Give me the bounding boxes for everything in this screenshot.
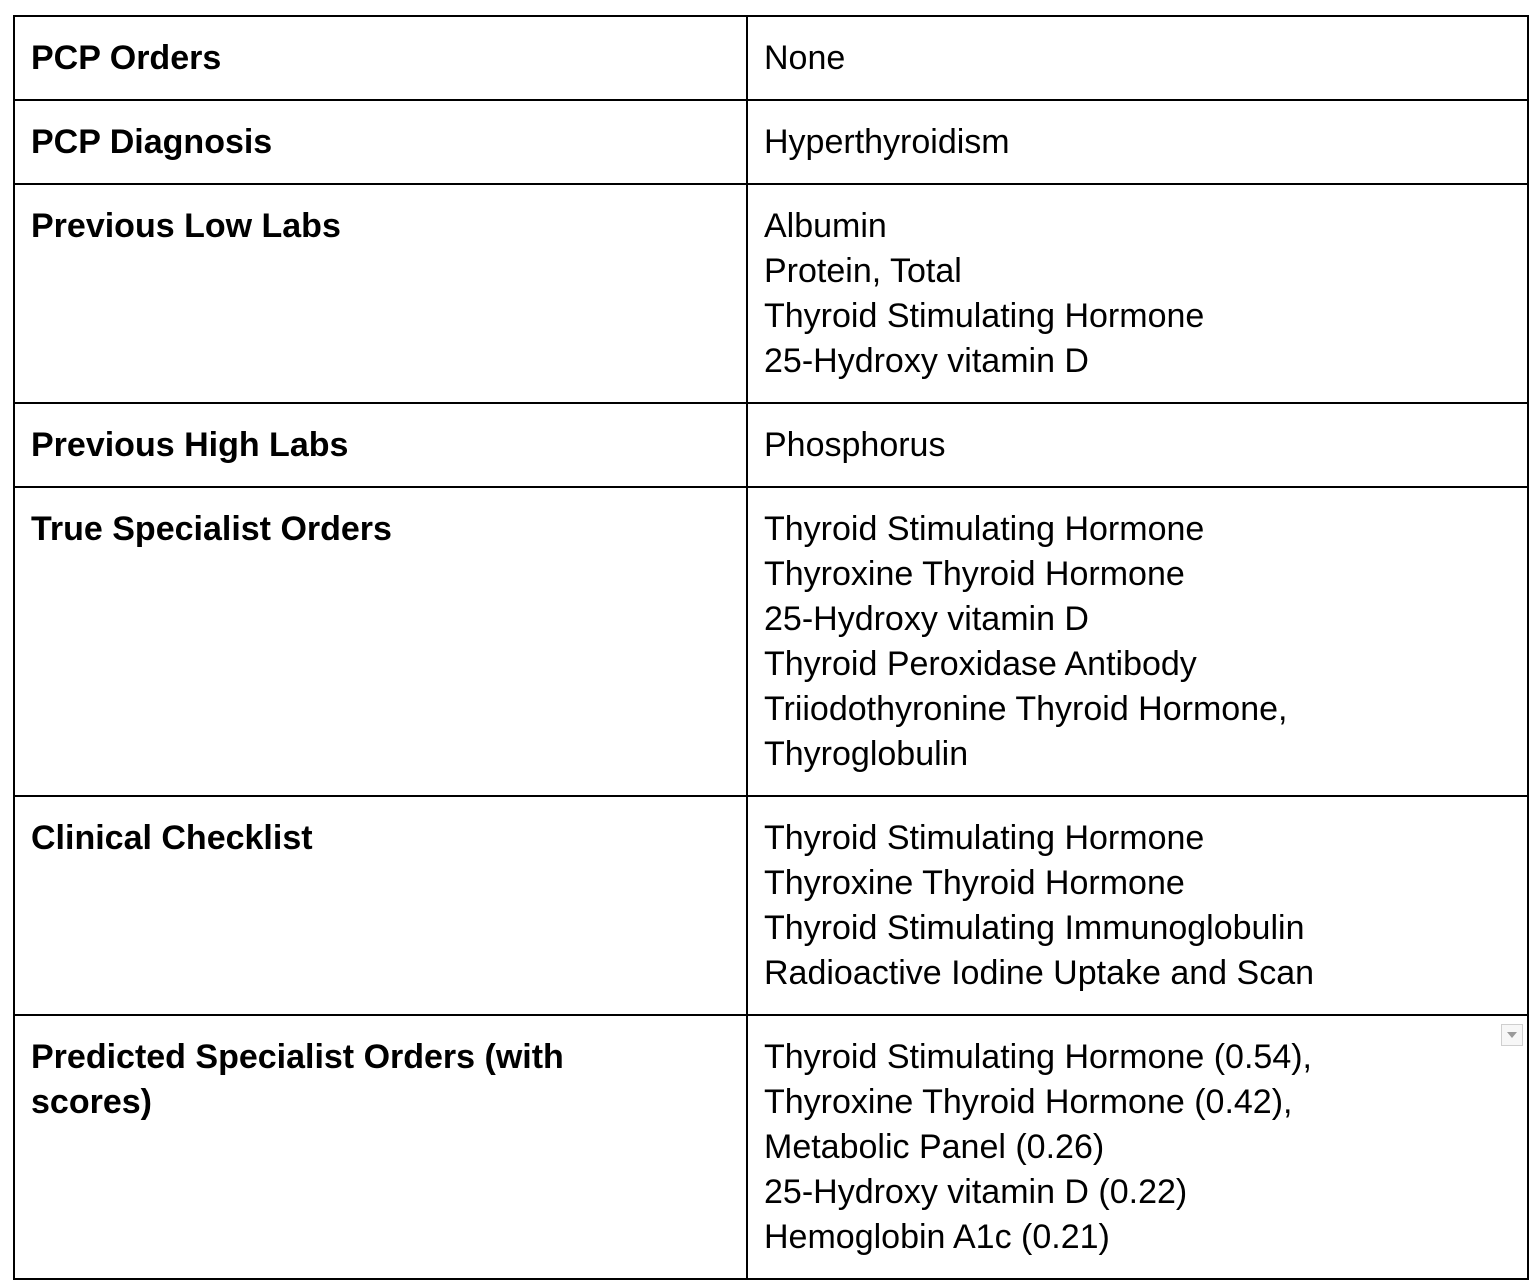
- value-line: None: [764, 39, 846, 77]
- table-row: [14, 16, 1528, 100]
- value-line: Hyperthyroidism: [764, 123, 1010, 161]
- value-line: Thyroid Stimulating Immunoglobulin: [764, 909, 1305, 947]
- table-row: [14, 1015, 1528, 1279]
- row-label-true-specialist-orders: True Specialist Orders: [14, 487, 747, 796]
- table-row: [14, 100, 1528, 184]
- value-line: 25-Hydroxy vitamin D: [764, 342, 1089, 380]
- row-label-predicted-specialist-orders: [14, 1015, 747, 1279]
- value-line: Thyroxine Thyroid Hormone (0.42),: [764, 1083, 1293, 1121]
- row-label-previous-low-labs: Previous Low Labs: [14, 184, 747, 403]
- value-line: Radioactive Iodine Uptake and Scan: [764, 954, 1315, 992]
- value-line: Protein, Total: [764, 252, 962, 290]
- value-line: Thyroid Stimulating Hormone (0.54),: [764, 1038, 1313, 1076]
- value-line: Thyroid Stimulating Hormone: [764, 297, 1205, 335]
- value-line: Triiodothyronine Thyroid Hormone,: [764, 690, 1288, 728]
- table-row: [14, 184, 1528, 403]
- value-line: Hemoglobin A1c (0.21): [764, 1218, 1110, 1256]
- table-row: [14, 403, 1528, 487]
- value-line: Thyroxine Thyroid Hormone: [764, 555, 1185, 593]
- row-value-predicted-specialist-orders: [747, 1015, 1528, 1279]
- row-label-previous-high-labs: Previous High Labs: [14, 403, 747, 487]
- value-line: 25-Hydroxy vitamin D: [764, 600, 1089, 638]
- value-line: Thyroid Stimulating Hormone: [764, 510, 1205, 548]
- row-value-pcp-diagnosis: [747, 100, 1528, 184]
- cell-dropdown-icon[interactable]: [1501, 1024, 1523, 1046]
- label-line: scores): [31, 1083, 152, 1121]
- value-line: Thyroid Stimulating Hormone: [764, 819, 1205, 857]
- table-row: [14, 487, 1528, 796]
- value-line: Albumin: [764, 207, 887, 245]
- value-line: Thyroglobulin: [764, 735, 969, 773]
- value-line: Thyroid Peroxidase Antibody: [764, 645, 1197, 683]
- row-label-pcp-diagnosis: PCP Diagnosis: [14, 100, 747, 184]
- row-value-previous-high-labs: [747, 403, 1528, 487]
- value-line: Metabolic Panel (0.26): [764, 1128, 1105, 1166]
- value-line: 25-Hydroxy vitamin D (0.22): [764, 1173, 1188, 1211]
- value-line: Phosphorus: [764, 426, 946, 464]
- row-value-true-specialist-orders: [747, 487, 1528, 796]
- row-label-pcp-orders: PCP Orders: [14, 16, 747, 100]
- row-value-pcp-orders: [747, 16, 1528, 100]
- row-label-clinical-checklist: Clinical Checklist: [14, 796, 747, 1015]
- label-line: Predicted Specialist Orders (with: [31, 1038, 564, 1076]
- row-value-previous-low-labs: [747, 184, 1528, 403]
- orders-table: [13, 15, 1529, 1280]
- value-line: Thyroxine Thyroid Hormone: [764, 864, 1185, 902]
- row-value-clinical-checklist: [747, 796, 1528, 1015]
- table-row: [14, 796, 1528, 1015]
